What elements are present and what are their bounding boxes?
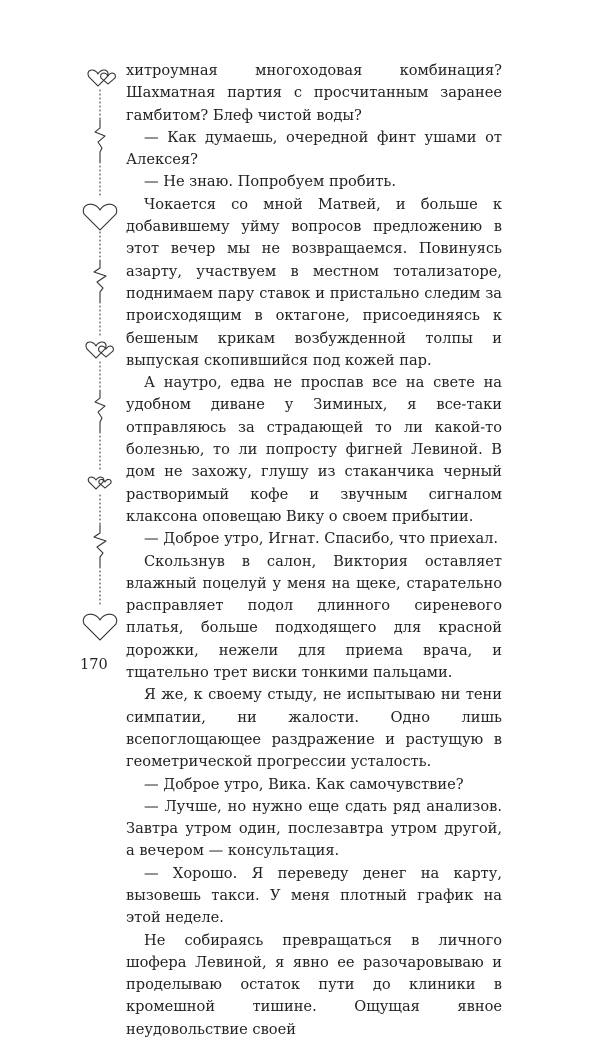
- paragraph: Чокается со мной Матвей, и больше к добавившему уйму вопросов предложению в этот вечер мы не возвращаемся. Повинуясь азарту, участвуем в местном тотализаторе, поднимаем пару ставок и пристально следим за происходящим в октагоне, присоединяясь к бешеным крикам возбужденной толпы и выпуская скопившийся под кожей пар.: [126, 195, 502, 369]
- heartbeat-line-icon: [94, 525, 106, 567]
- paragraph: Скользнув в салон, Виктория оставляет влажный поцелуй у меня на щеке, старательно расправляет подол длинного сиреневого платья, больше подходящего для красной дорожки, нежели для приема врача, и тщательно трет виски тонкими пальцами.: [126, 552, 502, 682]
- heart-icon: [83, 614, 116, 640]
- double-heart-icon: [88, 477, 111, 489]
- heartbeat-line-icon: [95, 390, 105, 432]
- dialogue-line: — Доброе утро, Игнат. Спасибо, что приехал.: [144, 530, 499, 548]
- double-heart-icon: [88, 70, 115, 86]
- dialogue-line: — Как думаешь, очередной финт ушами от Алексея?: [126, 128, 502, 169]
- body-text: [126, 60, 502, 1041]
- dialogue-line: — Хорошо. Я переведу денег на карту, вызовешь такси. У меня плотный график на этой неделе.: [126, 864, 502, 927]
- heartbeat-line-icon: [94, 260, 106, 302]
- paragraph: Я же, к своему стыду, не испытываю ни тени симпатии, ни жалости. Одно лишь всепоглощающее раздражение и растущую в геометрической прогрессии усталость.: [126, 686, 502, 771]
- paragraph: Не собираясь превращаться в личного шофера Левиной, я явно ее разочаровываю и проделываю остаток пути до клиники в кромешной тишине. Ощущая явное неудовольствие своей: [126, 931, 502, 1038]
- dialogue-line: — Доброе утро, Вика. Как самочувствие?: [144, 775, 464, 793]
- heartbeat-line-icon: [95, 120, 105, 162]
- paragraph: хитроумная многоходовая комбинация? Шахматная партия с просчитанным заранее гамбитом? Блеф чистой воды?: [126, 62, 502, 124]
- double-heart-icon: [86, 342, 113, 358]
- heart-icon: [83, 204, 116, 230]
- paragraph: А наутро, едва не проспав все на свете на удобном диване у Зиминых, я все-таки отправляюсь за страдающей то ли какой-то болезнью, то ли попросту фигней Левиной. В дом не захожу, глушу из стаканчика черный растворимый кофе и звучным сигналом клаксона оповещаю Вику о своем прибытии.: [126, 374, 502, 525]
- dialogue-line: — Не знаю. Попробуем пробить.: [144, 173, 396, 191]
- dialogue-line: — Лучше, но нужно еще сдать ряд анализов. Завтра утром один, послезавтра утром другой, а вечером — консультация.: [126, 797, 502, 860]
- page-number: 170: [80, 657, 108, 673]
